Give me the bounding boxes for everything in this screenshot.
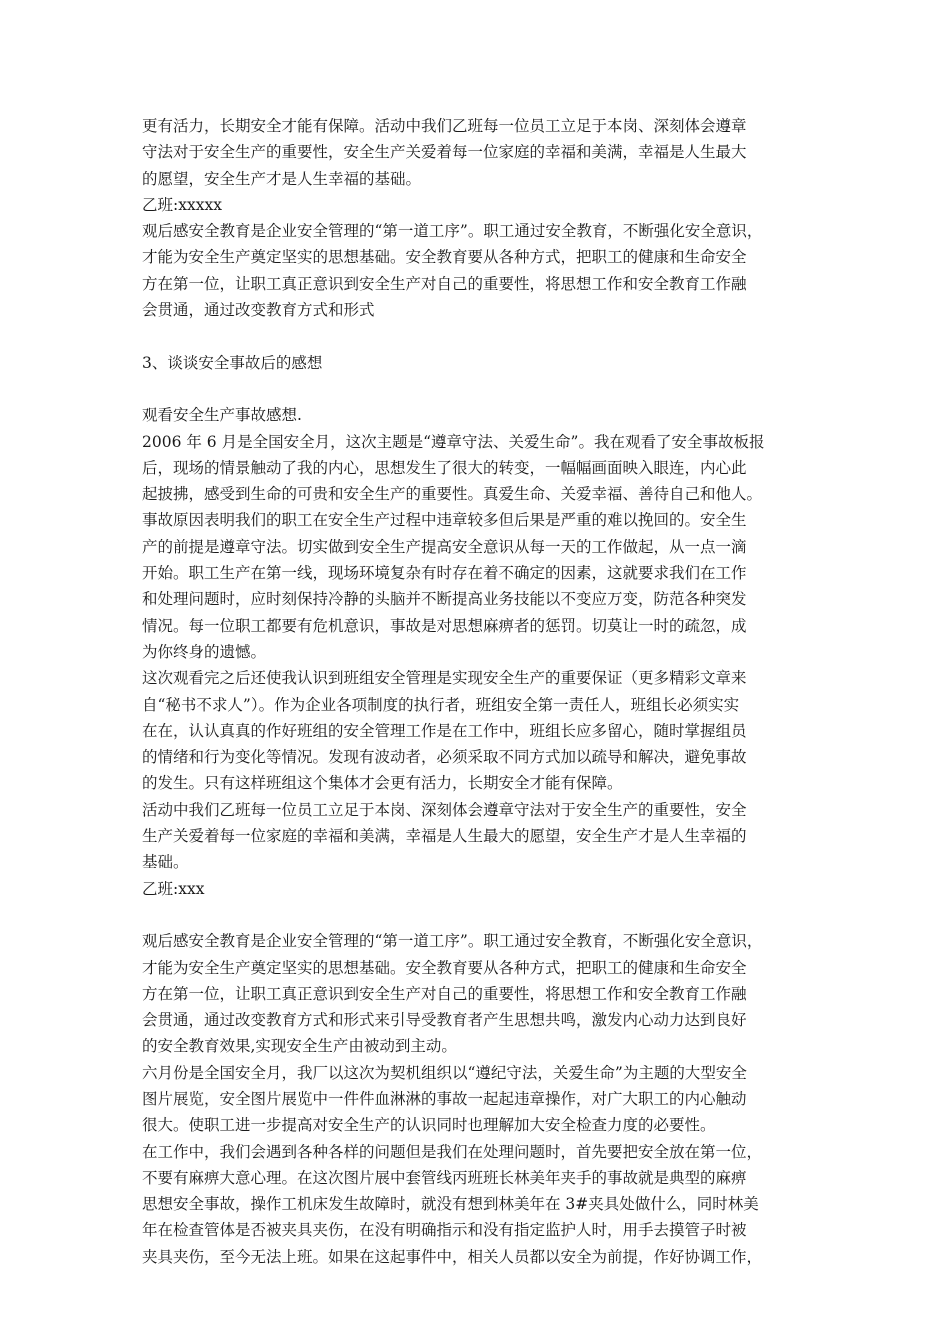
paragraph (142, 429, 832, 666)
text-line: 基础。 (142, 853, 189, 872)
text-line: 生产关爱着每一位家庭的幸福和美满，幸福是人生最大的愿望，安全生产才是人生幸福的 (142, 827, 747, 846)
text-line: 的安全教育效果,实现安全生产由被动到主动。 (142, 1037, 457, 1056)
paragraph (142, 192, 832, 218)
text-line: 活动中我们乙班每一位员工立足于本岗、深刻体会遵章守法对于安全生产的重要性，安全 (142, 800, 747, 819)
text-line: 在在，认认真真的作好班组的安全管理工作是在工作中，班组长应多留心，随时掌握组员 (142, 721, 747, 740)
text-line: 观后感安全教育是企业安全管理的“第一道工序”。职工通过安全教育，不断强化安全意识， (142, 222, 763, 241)
text-line: 为你终身的遗憾。 (142, 642, 267, 661)
paragraph (142, 218, 832, 323)
text-line: 在工作中，我们会遇到各种各样的问题但是我们在处理问题时，首先要把安全放在第一位， (142, 1142, 763, 1161)
text-line: 的情绪和行为变化等情况。发现有波动者，必须采取不同方式加以疏导和解决，避免事故 (142, 748, 747, 767)
text-line: 守法对于安全生产的重要性，安全生产关爱着每一位家庭的幸福和美满，幸福是人生最大 (142, 143, 747, 162)
text-line: 的发生。只有这样班组这个集体才会更有活力，长期安全才能有保障。 (142, 774, 623, 793)
paragraph (142, 1139, 832, 1270)
text-line: 夹具夹伤，至今无法上班。如果在这起事件中，相关人员都以安全为前提，作好协调工作， (142, 1247, 763, 1266)
blank-line (142, 323, 832, 349)
text-line: 年在检查管体是否被夹具夹伤，在没有明确指示和没有指定监护人时，用手去摸管子时被 (142, 1221, 747, 1240)
paragraph (142, 797, 832, 876)
paragraph (142, 350, 832, 376)
text-line: 情况。每一位职工都要有危机意识，事故是对思想麻痹者的惩罚。切莫让一时的疏忽，成 (142, 616, 747, 635)
text-line: 思想安全事故，操作工机床发生故障时，就没有想到林美年在 3#夹具处做什么，同时林美 (142, 1195, 759, 1214)
paragraph (142, 928, 832, 1059)
text-line: 才能为安全生产奠定坚实的思想基础。安全教育要从各种方式，把职工的健康和生命安全 (142, 248, 747, 267)
text-line: 观后感安全教育是企业安全管理的“第一道工序”。职工通过安全教育，不断强化安全意识， (142, 932, 763, 951)
text-line: 2006 年 6 月是全国安全月，这次主题是“遵章守法、关爱生命”。我在观看了安全事故板报 (142, 432, 765, 451)
text-line: 后，现场的情景触动了我的内心，思想发生了很大的转变，一幅幅画面映入眼连，内心此 (142, 458, 747, 477)
blank-line (142, 902, 832, 928)
paragraph (142, 876, 832, 902)
text-line: 乙班:xxxxx (142, 195, 222, 214)
text-line: 很大。使职工进一步提高对安全生产的认识同时也理解加大安全检查力度的必要性。 (142, 1116, 716, 1135)
text-line: 不要有麻痹大意心理。在这次图片展中套管线丙班班长林美年夹手的事故就是典型的麻痹 (142, 1168, 747, 1187)
text-line: 乙班:xxx (142, 879, 205, 898)
text-line: 图片展览，安全图片展览中一件件血淋淋的事故一起起违章操作，对广大职工的内心触动 (142, 1089, 747, 1108)
text-line: 观看安全生产事故感想. (142, 406, 302, 425)
text-line: 产的前提是遵章守法。切实做到安全生产提高安全意识从每一天的工作做起，从一点一滴 (142, 537, 747, 556)
paragraph (142, 113, 832, 192)
text-line: 3、谈谈安全事故后的感想 (142, 353, 323, 372)
text-line: 会贯通，通过改变教育方式和形式来引导受教育者产生思想共鸣，激发内心动力达到良好 (142, 1011, 747, 1030)
text-line: 的愿望，安全生产才是人生幸福的基础。 (142, 169, 422, 188)
text-line: 才能为安全生产奠定坚实的思想基础。安全教育要从各种方式，把职工的健康和生命安全 (142, 958, 747, 977)
document-page (142, 113, 832, 1270)
text-line: 自“秘书不求人”）。作为企业各项制度的执行者，班组安全第一责任人，班组长必须实实 (142, 695, 740, 714)
text-line: 这次观看完之后还使我认识到班组安全管理是实现安全生产的重要保证（更多精彩文章来 (142, 669, 747, 688)
paragraph (142, 1060, 832, 1139)
text-line: 更有活力，长期安全才能有保障。活动中我们乙班每一位员工立足于本岗、深刻体会遵章 (142, 117, 747, 135)
paragraph (142, 665, 832, 796)
text-line: 起披拂，感受到生命的可贵和安全生产的重要性。真爱生命、关爱幸福、善待自己和他人。 (142, 485, 763, 504)
text-line: 方在第一位，让职工真正意识到安全生产对自己的重要性，将思想工作和安全教育工作融 (142, 274, 747, 293)
text-line: 事故原因表明我们的职工在安全生产过程中违章较多但后果是严重的难以挽回的。安全生 (142, 511, 747, 530)
text-line: 开始。职工生产在第一线，现场环境复杂有时存在着不确定的因素，这就要求我们在工作 (142, 564, 747, 583)
text-line: 方在第一位，让职工真正意识到安全生产对自己的重要性，将思想工作和安全教育工作融 (142, 984, 747, 1003)
text-line: 会贯通，通过改变教育方式和形式 (142, 301, 375, 320)
paragraph (142, 402, 832, 428)
text-line: 六月份是全国安全月，我厂以这次为契机组织以“遵纪守法，关爱生命”为主题的大型安全 (142, 1063, 747, 1082)
blank-line (142, 376, 832, 402)
text-line: 和处理问题时，应时刻保持冷静的头脑并不断提高业务技能以不变应万变，防范各种突发 (142, 590, 747, 609)
